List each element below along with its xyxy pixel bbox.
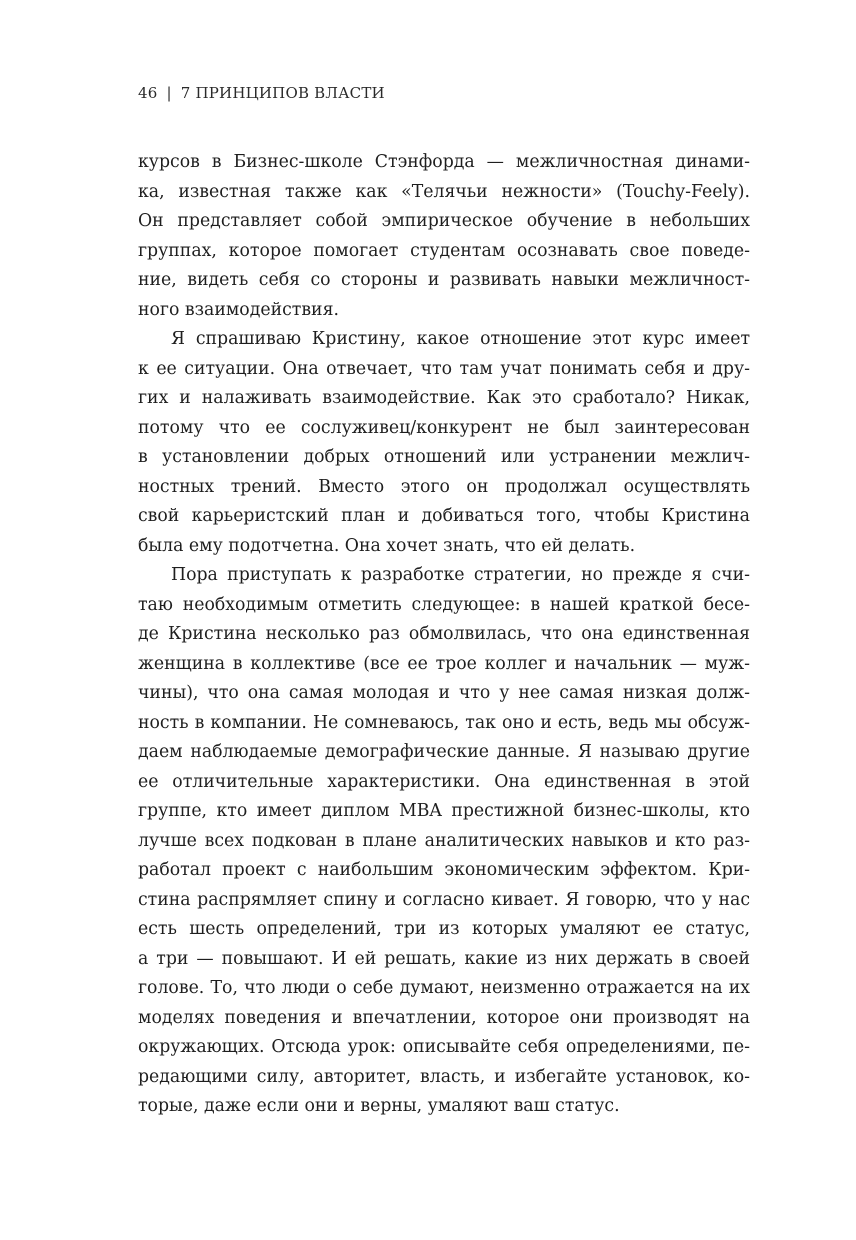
- text-line: де Кристина несколько раз обмолвилась, что она единственная: [138, 624, 750, 644]
- paragraph: [138, 148, 750, 325]
- text-line: была ему подотчетна. Она хочет знать, что ей делать.: [138, 535, 636, 556]
- text-line: таю необходимым отметить следующее: в нашей краткой бесе-: [138, 594, 750, 615]
- text-line: моделях поведения и впечатлении, которое они производят на: [138, 1007, 750, 1028]
- text-line: потому что ее сослуживец/конкурент не был заинтересован: [138, 417, 750, 438]
- text-line: группе, кто имеет диплом MBA престижной бизнес-школы, кто: [138, 801, 750, 821]
- text-line: свой карьеристский план и добиваться того, чтобы Кристина: [138, 506, 750, 526]
- page-number: 46: [138, 84, 158, 102]
- text-line: ние, видеть себя со стороны и развивать навыки межличност-: [138, 270, 750, 290]
- text-line: ного взаимодействия.: [138, 299, 339, 320]
- text-line: Я спрашиваю Кристину, какое отношение этот курс имеет: [171, 329, 750, 349]
- text-line: работал проект с наибольшим экономическим эффектом. Кри-: [138, 860, 750, 880]
- paragraph: [138, 325, 750, 561]
- text-line: лучше всех подкован в плане аналитических навыков и кто раз-: [138, 830, 750, 851]
- text-line: ностных трений. Вместо этого он продолжал осуществлять: [138, 476, 750, 497]
- text-line: группах, которое помогает студентам осознавать свое поведе-: [138, 240, 750, 261]
- text-line: даем наблюдаемые демографические данные. Я называю другие: [138, 742, 750, 762]
- text-line: Он представляет собой эмпирическое обучение в небольших: [138, 211, 750, 231]
- body-text: [138, 148, 750, 1122]
- text-line: есть шесть определений, три из которых умаляют ее статус,: [138, 919, 750, 939]
- text-line: женщина в коллективе (все ее трое коллег и начальник — муж-: [138, 653, 750, 674]
- text-line: ность в компании. Не сомневаюсь, так оно и есть, ведь мы обсуж-: [138, 712, 750, 733]
- text-line: голове. То, что люди о себе думают, неизменно отражается на их: [138, 978, 750, 998]
- text-line: стина распрямляет спину и согласно кивает. Я говорю, что у нас: [138, 889, 750, 910]
- running-header: [138, 84, 385, 102]
- text-line: гих и налаживать взаимодействие. Как это сработало? Никак,: [138, 388, 750, 408]
- text-line: курсов в Бизнес-школе Стэнфорда — межличностная динами-: [138, 152, 750, 172]
- header-separator: |: [166, 84, 172, 102]
- text-line: в установлении добрых отношений или устранении межлич-: [138, 447, 750, 467]
- text-line: а три — повышают. И ей решать, какие из них держать в своей: [138, 948, 750, 969]
- paragraph: [138, 561, 750, 1122]
- text-line: окружающих. Отсюда урок: описывайте себя определениями, пе-: [138, 1037, 750, 1057]
- text-line: торые, даже если они и верны, умаляют ваш статус.: [138, 1096, 620, 1116]
- text-line: редающими силу, авторитет, власть, и избегайте установок, ко-: [138, 1066, 750, 1087]
- running-title: 7 ПРИНЦИПОВ ВЛАСТИ: [180, 84, 385, 102]
- text-line: ее отличительные характеристики. Она единственная в этой: [138, 771, 750, 792]
- text-line: Пора приступать к разработке стратегии, но прежде я счи-: [171, 565, 750, 585]
- text-line: ка, известная также как «Телячьи нежности» (Touchy-Feely).: [138, 181, 750, 202]
- text-line: чины), что она самая молодая и что у нее самая низкая долж-: [138, 683, 750, 703]
- text-line: к ее ситуации. Она отвечает, что там учат понимать себя и дру-: [138, 358, 750, 379]
